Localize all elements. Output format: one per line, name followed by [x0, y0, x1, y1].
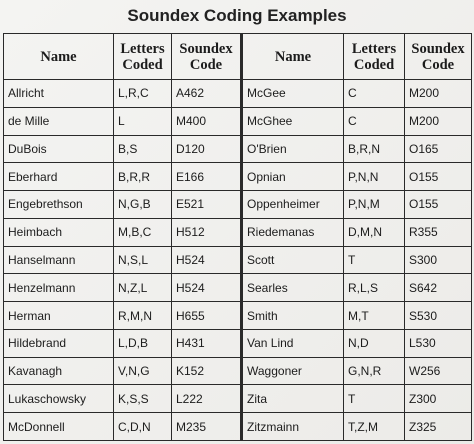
- name-cell: McDonnell: [4, 413, 114, 441]
- column-header-letters-coded: Letters Coded: [114, 34, 172, 80]
- name-cell: O'Brien: [242, 135, 344, 163]
- letters-coded-cell: G,N,R: [344, 357, 405, 385]
- name-cell: Searles: [242, 274, 344, 302]
- soundex-code-cell: O155: [405, 191, 472, 219]
- table-row: [4, 413, 472, 441]
- name-cell: Opnian: [242, 163, 344, 191]
- name-cell: Engebrethson: [4, 191, 114, 219]
- soundex-code-cell: A462: [172, 80, 242, 108]
- name-cell: Lukaschowsky: [4, 385, 114, 413]
- name-cell: Herman: [4, 302, 114, 330]
- soundex-code-cell: M200: [405, 80, 472, 108]
- table-body: [4, 80, 472, 441]
- table-header-row: [4, 34, 472, 80]
- soundex-code-cell: Z300: [405, 385, 472, 413]
- name-cell: Hanselmann: [4, 246, 114, 274]
- name-cell: Henzelmann: [4, 274, 114, 302]
- soundex-code-cell: H655: [172, 302, 242, 330]
- letters-coded-cell: N,Z,L: [114, 274, 172, 302]
- name-cell: Zitzmainn: [242, 413, 344, 441]
- soundex-code-cell: W256: [405, 357, 472, 385]
- letters-coded-cell: B,R,R: [114, 163, 172, 191]
- letters-coded-cell: B,S: [114, 135, 172, 163]
- letters-coded-cell: N,S,L: [114, 246, 172, 274]
- letters-coded-cell: N,G,B: [114, 191, 172, 219]
- table-row: [4, 246, 472, 274]
- soundex-code-cell: Z325: [405, 413, 472, 441]
- soundex-code-cell: O155: [405, 163, 472, 191]
- letters-coded-cell: K,S,S: [114, 385, 172, 413]
- soundex-code-cell: O165: [405, 135, 472, 163]
- letters-coded-cell: P,N,M: [344, 191, 405, 219]
- table-row: [4, 135, 472, 163]
- letters-coded-cell: L: [114, 107, 172, 135]
- name-cell: McGhee: [242, 107, 344, 135]
- table-row: [4, 191, 472, 219]
- table-row: [4, 163, 472, 191]
- name-cell: de Mille: [4, 107, 114, 135]
- soundex-code-cell: M400: [172, 107, 242, 135]
- letters-coded-cell: V,N,G: [114, 357, 172, 385]
- table-row: [4, 385, 472, 413]
- name-cell: Scott: [242, 246, 344, 274]
- name-cell: Waggoner: [242, 357, 344, 385]
- table-row: [4, 357, 472, 385]
- soundex-code-cell: S530: [405, 302, 472, 330]
- soundex-code-cell: H512: [172, 218, 242, 246]
- table-row: [4, 274, 472, 302]
- name-cell: Heimbach: [4, 218, 114, 246]
- name-cell: McGee: [242, 80, 344, 108]
- letters-coded-cell: N,D: [344, 329, 405, 357]
- column-header-name: Name: [4, 34, 114, 80]
- soundex-code-cell: H431: [172, 329, 242, 357]
- name-cell: Eberhard: [4, 163, 114, 191]
- name-cell: Riedemanas: [242, 218, 344, 246]
- soundex-code-cell: R355: [405, 218, 472, 246]
- table-row: [4, 107, 472, 135]
- column-header-soundex-code: Soundex Code: [405, 34, 472, 80]
- soundex-code-cell: E166: [172, 163, 242, 191]
- soundex-code-cell: E521: [172, 191, 242, 219]
- page-title: Soundex Coding Examples: [127, 6, 347, 25]
- soundex-table: [3, 33, 472, 441]
- soundex-code-cell: D120: [172, 135, 242, 163]
- soundex-code-cell: L222: [172, 385, 242, 413]
- soundex-code-cell: K152: [172, 357, 242, 385]
- column-header-name: Name: [242, 34, 344, 80]
- name-cell: DuBois: [4, 135, 114, 163]
- letters-coded-cell: T: [344, 246, 405, 274]
- soundex-code-cell: S642: [405, 274, 472, 302]
- name-cell: Hildebrand: [4, 329, 114, 357]
- name-cell: Kavanagh: [4, 357, 114, 385]
- table-row: [4, 218, 472, 246]
- name-cell: Oppenheimer: [242, 191, 344, 219]
- letters-coded-cell: L,D,B: [114, 329, 172, 357]
- table-row: [4, 302, 472, 330]
- letters-coded-cell: T,Z,M: [344, 413, 405, 441]
- letters-coded-cell: R,M,N: [114, 302, 172, 330]
- table-row: [4, 80, 472, 108]
- letters-coded-cell: R,L,S: [344, 274, 405, 302]
- letters-coded-cell: C: [344, 107, 405, 135]
- soundex-code-cell: S300: [405, 246, 472, 274]
- letters-coded-cell: M,B,C: [114, 218, 172, 246]
- name-cell: Van Lind: [242, 329, 344, 357]
- soundex-code-cell: M200: [405, 107, 472, 135]
- letters-coded-cell: M,T: [344, 302, 405, 330]
- name-cell: Smith: [242, 302, 344, 330]
- name-cell: Allricht: [4, 80, 114, 108]
- soundex-code-cell: H524: [172, 274, 242, 302]
- table-row: [4, 329, 472, 357]
- letters-coded-cell: P,N,N: [344, 163, 405, 191]
- letters-coded-cell: T: [344, 385, 405, 413]
- soundex-code-cell: L530: [405, 329, 472, 357]
- letters-coded-cell: L,R,C: [114, 80, 172, 108]
- letters-coded-cell: B,R,N: [344, 135, 405, 163]
- letters-coded-cell: D,M,N: [344, 218, 405, 246]
- column-header-letters-coded: Letters Coded: [344, 34, 405, 80]
- letters-coded-cell: C: [344, 80, 405, 108]
- soundex-code-cell: H524: [172, 246, 242, 274]
- column-header-soundex-code: Soundex Code: [172, 34, 242, 80]
- letters-coded-cell: C,D,N: [114, 413, 172, 441]
- name-cell: Zita: [242, 385, 344, 413]
- soundex-code-cell: M235: [172, 413, 242, 441]
